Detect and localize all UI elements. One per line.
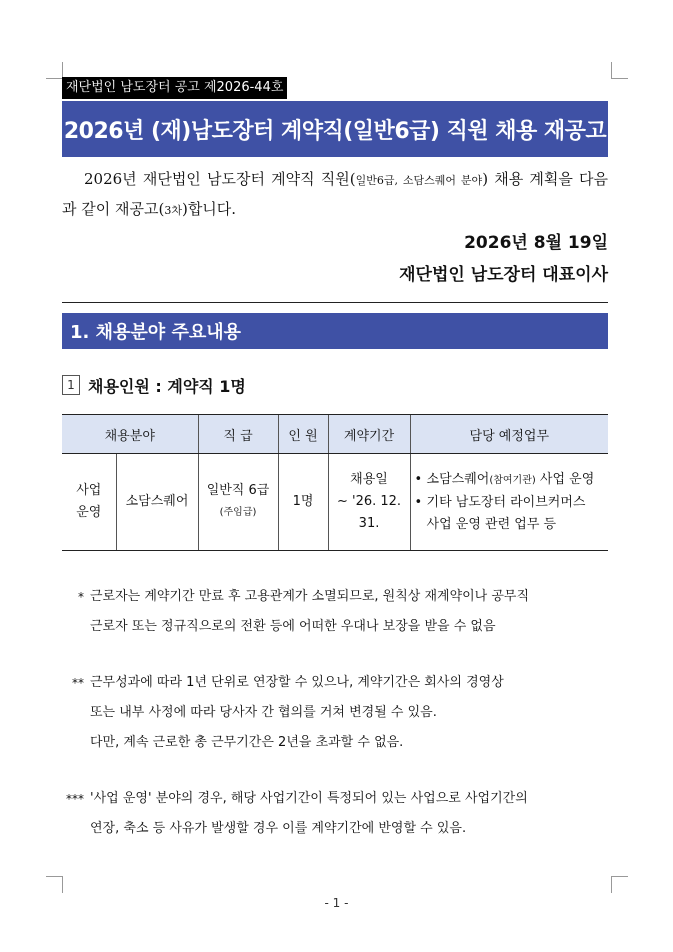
cell-sub-field: 소담스퀘어 (116, 454, 198, 551)
table-header-row (62, 415, 608, 454)
table-row (62, 454, 608, 551)
subsection-number-box: 1 (62, 375, 80, 395)
header-headcount: 인 원 (278, 415, 328, 454)
issuing-organization: 재단법인 남도장터 대표이사 (399, 265, 608, 285)
note-item-1 (62, 582, 622, 642)
section-heading: 1. 채용분야 주요내용 (62, 313, 608, 349)
duty-2b: 사업 운영 관련 업무 등 (426, 516, 557, 532)
note-line: 근무성과에 따라 1년 단위로 연장할 수 있으나, 계약기간은 회사의 경영상 (90, 675, 504, 690)
cell-period (328, 454, 410, 551)
note-line: 다만, 계속 근로한 총 근무기간은 2년을 초과할 수 없음. (90, 735, 404, 750)
note-line: '사업 운영' 분야의 경우, 해당 사업기간이 특정되어 있는 사업으로 사업기간의 (90, 791, 528, 806)
divider-line (62, 302, 608, 303)
page-number: - 1 - (324, 896, 349, 910)
crop-mark-bottom-right (611, 876, 628, 893)
notice-number: 재단법인 남도장터 공고 제2026-44호 (62, 77, 287, 99)
field-line2: 운영 (76, 505, 102, 520)
document-title: 2026년 (재)남도장터 계약직(일반6급) 직원 채용 재공고 (62, 101, 608, 157)
note-mark: * (78, 590, 84, 604)
note-line: 근로자는 계약기간 만료 후 고용관계가 소멸되므로, 원칙상 재계약이나 공무직 (90, 589, 530, 604)
period-line1: 채용일 (350, 472, 388, 487)
notes-list (62, 582, 622, 870)
note-line: 근로자 또는 정규직으로의 전환 등에 어떠한 우대나 보장을 받을 수 없음 (90, 619, 496, 634)
duty-2a: 기타 남도장터 라이브커머스 (426, 494, 586, 510)
header-period: 계약기간 (328, 415, 410, 454)
cell-headcount: 1명 (278, 454, 328, 551)
intro-text-1: 2026년 재단법인 남도장터 계약직 직원( (84, 170, 356, 188)
cell-field (62, 454, 116, 551)
duty-item-1 (415, 469, 606, 492)
note-line: 연장, 축소 등 사유가 발생할 경우 이를 계약기간에 반영할 수 있음. (90, 821, 467, 836)
note-mark: ** (72, 676, 84, 690)
field-line1: 사업 (76, 483, 102, 498)
duty-1b: (참여기관) (489, 474, 536, 486)
duty-item-2 (415, 492, 606, 536)
crop-mark-top-right (611, 62, 628, 79)
header-duty: 담당 예정업무 (410, 415, 608, 454)
cell-duty (410, 454, 608, 551)
period-line2: ~ '26. 12. 31. (336, 494, 402, 531)
note-mark: *** (66, 792, 84, 806)
subsection-title: 채용인원 : 계약직 1명 (88, 376, 246, 396)
header-field: 채용분야 (62, 415, 198, 454)
grade-text: 일반직 6급 (206, 483, 270, 498)
intro-text-small-1: 일반6급, 소담스퀘어 분야 (355, 174, 483, 187)
subsection-heading (62, 372, 246, 398)
intro-text-small-2: 3차 (164, 204, 182, 217)
duty-1a: 소담스퀘어 (426, 471, 490, 487)
crop-mark-top-left (46, 62, 63, 79)
announcement-date: 2026년 8월 19일 (464, 233, 608, 253)
duty-1c: 사업 운영 (535, 471, 595, 487)
header-grade: 직 급 (198, 415, 278, 454)
cell-grade (198, 454, 278, 551)
note-line: 또는 내부 사정에 따라 당사자 간 협의를 거쳐 변경될 수 있음. (90, 705, 437, 720)
recruitment-table (62, 414, 608, 551)
intro-paragraph (62, 165, 608, 225)
note-item-3 (62, 784, 622, 844)
bullet-icon: • (414, 494, 423, 510)
intro-text-2: ) 채용 계획을 다음과 같이 재공고( (62, 170, 609, 218)
note-item-2 (62, 668, 622, 758)
bullet-icon: • (414, 471, 423, 487)
crop-mark-bottom-left (46, 876, 63, 893)
grade-note: (주임급) (219, 507, 257, 518)
intro-text-3: )합니다. (181, 200, 237, 218)
